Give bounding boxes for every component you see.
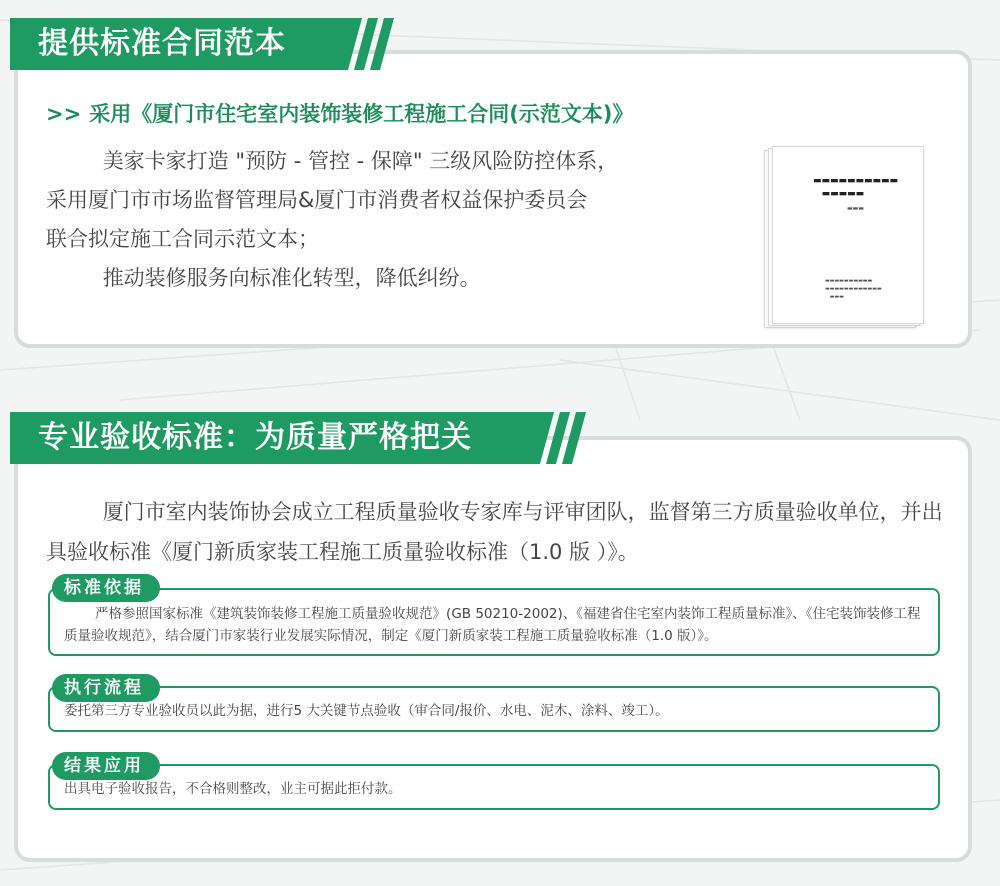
banner-stripes-icon: [540, 412, 602, 464]
subheading-text: 采用《厦门市住宅室内装饰装修工程施工合同(示范文本)》: [89, 102, 634, 126]
section-banner-acceptance: [10, 412, 540, 464]
double-chevron-icon: >>: [46, 102, 82, 126]
paragraph-line: 推动装修服务向标准化转型，降低纠纷。: [102, 266, 481, 290]
section-title: 提供标准合同范本: [38, 26, 286, 61]
standard-basis-text: 严格参照国家标准《建筑装饰装修工程施工质量验收规范》(GB 50210-2002)、《福建省住宅室内装饰工程质量标准》、《住宅装饰装修工程质量验收规范》，结合厦门市家装行业发展实际情况，制定《厦门新质家装工程施工质量验收标准（1.0 版）》。: [64, 606, 921, 644]
acceptance-intro: 厦门市室内装饰协会成立工程质量验收专家库与评审团队，监督第三方质量验收单位，并出具验收标准《厦门新质家装工程施工质量验收标准（1.0 版 ）》。: [46, 500, 943, 564]
result-application-box: [48, 764, 940, 810]
banner-stripes-icon: [348, 18, 410, 70]
execution-process-text: 委托第三方专业验收员以此为据，进行5 大关键节点验收（审合同/报价、水电、泥木、涂料、竣工）。: [64, 703, 669, 719]
result-application-label: 结果应用: [52, 752, 160, 780]
execution-process-label: 执行流程: [52, 674, 160, 702]
paragraph-line: 联合拟定施工合同示范文本；: [46, 227, 319, 251]
section-banner-contract: [10, 18, 348, 70]
document-title-illegible: ▬▬▬▬▬▬▬▬▬▬ ▬▬▬▬▬: [813, 176, 899, 199]
section-title: 专业验收标准：为质量严格把关: [38, 420, 472, 455]
standard-basis-label: 标准依据: [52, 574, 160, 602]
contract-document-image: ▬▬▬▬▬▬▬▬▬▬ ▬▬▬▬▬ ▬▬▬ ▬▬▬▬▬▬▬▬▬▬ ▬▬▬▬▬▬▬▬▬▬▬▬ ▬▬▬: [764, 150, 924, 330]
paragraph-line: 采用厦门市市场监督管理局&厦门市消费者权益保护委员会: [46, 188, 588, 212]
contract-subheading: [46, 98, 633, 128]
result-application-text: 出具电子验收报告，不合格则整改，业主可据此拒付款。: [64, 781, 402, 797]
paragraph-line: 美家卡家打造 "预防 - 管控 - 保障" 三级风险防控体系，: [102, 149, 619, 173]
contract-description: [46, 142, 746, 298]
standard-basis-box: [48, 588, 940, 656]
execution-process-box: [48, 686, 940, 732]
